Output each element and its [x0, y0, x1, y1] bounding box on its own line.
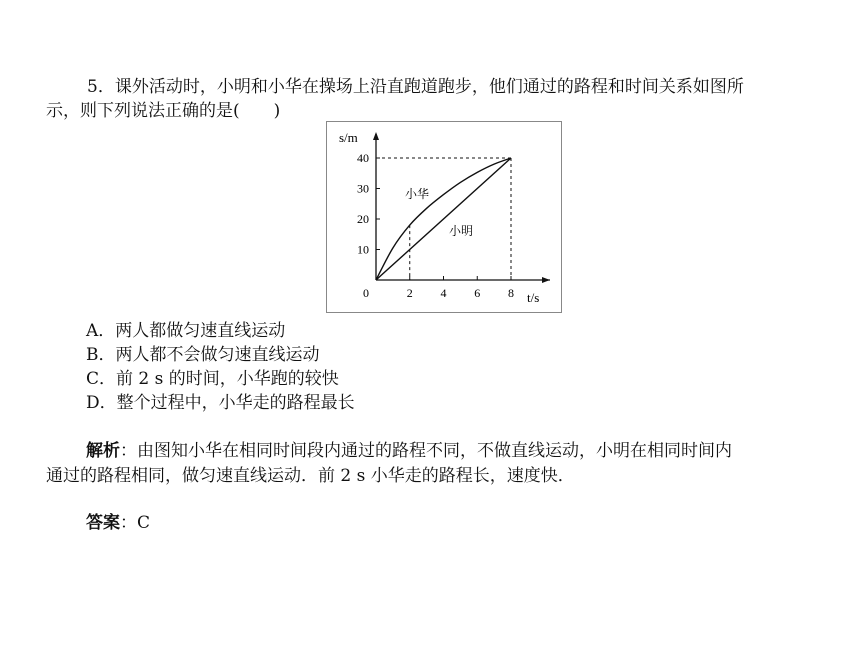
x-tick-label: 4	[440, 286, 447, 300]
y-tick-label: 10	[357, 242, 369, 257]
answer-line	[86, 512, 150, 534]
y-axis-label: s/m	[339, 130, 358, 145]
question-line-1: 5．课外活动时，小明和小华在操场上沿直跑道跑步，他们通过的路程和时间关系如图所	[87, 77, 744, 97]
chart-svg	[327, 122, 561, 312]
y-tick-label: 20	[357, 212, 369, 226]
answer-label: 答案	[86, 513, 120, 533]
x-axis-arrow	[542, 277, 550, 283]
answer-value: ：C	[120, 513, 151, 533]
option-a: A．两人都做匀速直线运动	[86, 321, 286, 341]
series-label-xiaohua: 小华	[405, 187, 430, 201]
analysis-label: 解析	[86, 441, 120, 461]
y-tick-label: 30	[357, 181, 369, 196]
option-c: C．前 2 s 的时间，小华跑的较快	[86, 369, 339, 389]
y-axis-arrow	[373, 132, 379, 140]
analysis-line-2: 通过的路程相同，做匀速直线运动．前 2 s 小华走的路程长，速度快．	[46, 466, 575, 486]
s-t-graph	[326, 121, 562, 313]
y-tick-label: 40	[357, 151, 369, 165]
x-tick-label: 2	[406, 286, 413, 300]
x-tick-label: 6	[474, 286, 481, 300]
option-d: D．整个过程中，小华走的路程最长	[86, 393, 355, 413]
x-axis-label: t/s	[527, 290, 540, 305]
analysis-line-1	[86, 440, 732, 462]
series-label-xiaoming: 小明	[449, 224, 474, 238]
option-b: B．两人都不会做匀速直线运动	[86, 345, 320, 365]
question-line-2: 示，则下列说法正确的是( )	[46, 101, 281, 121]
analysis-text-1: ：由图知小华在相同时间段内通过的路程不同，不做直线运动，小明在相同时间内	[120, 441, 732, 461]
x-tick-label: 0	[363, 286, 369, 300]
series-line-1	[376, 158, 511, 280]
x-tick-label: 8	[508, 286, 514, 300]
